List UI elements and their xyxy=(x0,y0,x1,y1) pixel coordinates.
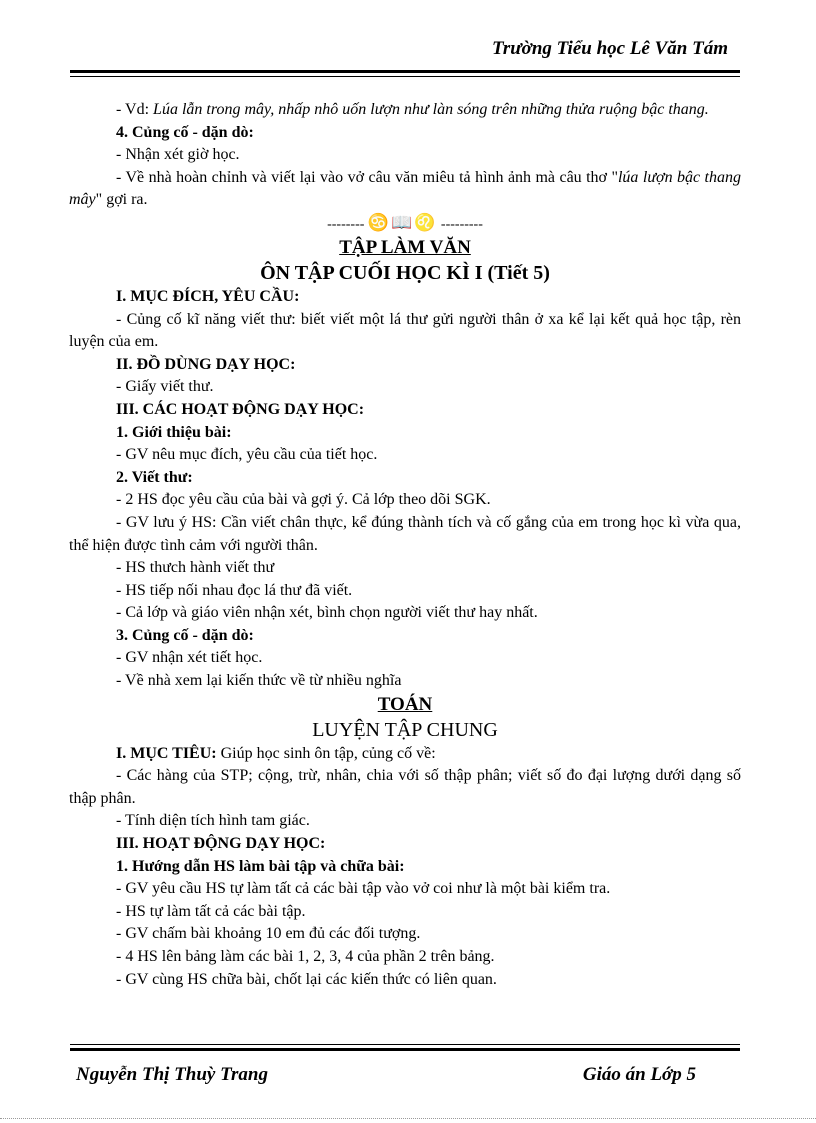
lesson1-goals-text: - Củng cố kĩ năng viết thư: biết viết một lá thư gửi người thân ở xa kể lại kết quả học tập, rèn luyện của em. xyxy=(69,310,741,351)
page-edge-dotted-line xyxy=(0,1118,816,1119)
list-item: - HS thưch hành viết thư xyxy=(116,559,275,577)
list-item: - GV nhận xét tiết học. xyxy=(116,649,263,667)
homework-text: - Về nhà hoàn chỉnh và viết lại vào vở câu văn miêu tả hình ảnh mà câu thơ " xyxy=(116,168,618,186)
list-item: - Về nhà xem lại kiến thức về từ nhiều nghĩa xyxy=(116,672,402,690)
page-body xyxy=(69,99,741,991)
divider-ornament-icon: ♋📖♌ xyxy=(367,212,438,232)
list-item: - 2 HS đọc yêu cầu của bài và gợi ý. Cả lớp theo dõi SGK. xyxy=(116,491,491,509)
header-rule-thick xyxy=(70,70,740,73)
list-item: - GV chấm bài khoảng 10 em đủ các đối tượng. xyxy=(116,925,421,943)
lesson1-activity1-text: - GV nêu mục đích, yêu cầu của tiết học. xyxy=(116,446,378,464)
example-text: Lúa lẫn trong mây, nhấp nhô uốn lượn như làn sóng trên những thửa ruộng bậc thang. xyxy=(153,101,709,118)
school-name-header: Trường Tiểu học Lê Văn Tám xyxy=(491,38,728,59)
list-item: - Các hàng của STP; cộng, trừ, nhân, chia với số thập phân; viết số đo đại lượng dưới dạng số thập phân. xyxy=(69,767,741,807)
lesson2-activities-heading: III. HOẠT ĐỘNG DẠY HỌC: xyxy=(116,835,326,853)
lesson2-activity1-heading: 1. Hướng dẫn HS làm bài tập và chữa bài: xyxy=(116,857,405,875)
list-item: - HS tiếp nối nhau đọc lá thư đã viết. xyxy=(116,581,353,599)
homework-quote: lúa lượn bậc thang mây xyxy=(69,168,741,209)
footer-doc-title: Giáo án Lớp 5 xyxy=(582,1064,696,1085)
homework-text-end: " gợi ra. xyxy=(95,191,148,209)
lesson2-title: LUYỆN TẬP CHUNG xyxy=(312,718,498,741)
footer-rule-thin xyxy=(70,1044,740,1045)
list-item: - HS tự làm tất cả các bài tập. xyxy=(116,902,306,920)
list-item: - GV cùng HS chữa bài, chốt lại các kiến thức có liên quan. xyxy=(116,970,497,988)
divider-dashes-left: -------- xyxy=(327,216,365,232)
lesson2-goals xyxy=(69,743,741,766)
consolidate-heading: 4. Củng cố - dặn dò: xyxy=(116,123,254,141)
lesson2-subject: TOÁN xyxy=(377,693,433,715)
footer-author: Nguyễn Thị Thuỳ Trang xyxy=(76,1064,268,1085)
list-item: - 4 HS lên bảng làm các bài 1, 2, 3, 4 của phần 2 trên bảng. xyxy=(116,948,495,965)
lesson1-materials-heading: II. ĐỒ DÙNG DẠY HỌC: xyxy=(116,355,296,373)
lesson1-activities-heading: III. CÁC HOẠT ĐỘNG DẠY HỌC: xyxy=(116,400,365,418)
footer-rule-thick xyxy=(70,1048,740,1051)
lesson1-subject: TẬP LÀM VĂN xyxy=(339,236,471,258)
lesson1-goals-heading: I. MỤC ĐÍCH, YÊU CẦU: xyxy=(116,287,300,305)
example-label: - Vd: xyxy=(116,101,154,118)
lesson1-materials-text: - Giấy viết thư. xyxy=(116,378,214,396)
list-item: - GV lưu ý HS: Cần viết chân thực, kể đúng thành tích và cố gắng của em trong học kì vừa qua, thể hiện được tình cảm với người thân. xyxy=(69,513,741,554)
intro-item: - Nhận xét giờ học. xyxy=(116,146,240,164)
lesson1-activity1-heading: 1. Giới thiệu bài: xyxy=(116,423,232,441)
lesson1-title: ÔN TẬP CUỐI HỌC KÌ I (Tiết 5) xyxy=(260,261,550,284)
list-item: - Cả lớp và giáo viên nhận xét, bình chọn người viết thư hay nhất. xyxy=(116,604,538,622)
header-rule-thin xyxy=(70,76,740,77)
lesson2-goals-text: Giúp học sinh ôn tập, củng cố về: xyxy=(216,744,436,762)
lesson1-activity2-heading: 2. Viết thư: xyxy=(116,468,193,486)
divider-dashes-right: --------- xyxy=(440,216,483,232)
section-divider xyxy=(69,212,741,236)
page-footer xyxy=(76,1064,696,1086)
example-paragraph xyxy=(69,99,741,122)
lesson1-activity3-heading: 3. Củng cố - dặn dò: xyxy=(116,626,254,644)
intro-item-homework xyxy=(69,167,741,212)
list-item: - GV yêu cầu HS tự làm tất cả các bài tập vào vở coi như là một bài kiểm tra. xyxy=(116,880,611,898)
lesson2-goals-heading: I. MỤC TIÊU: xyxy=(116,744,217,762)
list-item: - Tính diện tích hình tam giác. xyxy=(116,812,310,830)
